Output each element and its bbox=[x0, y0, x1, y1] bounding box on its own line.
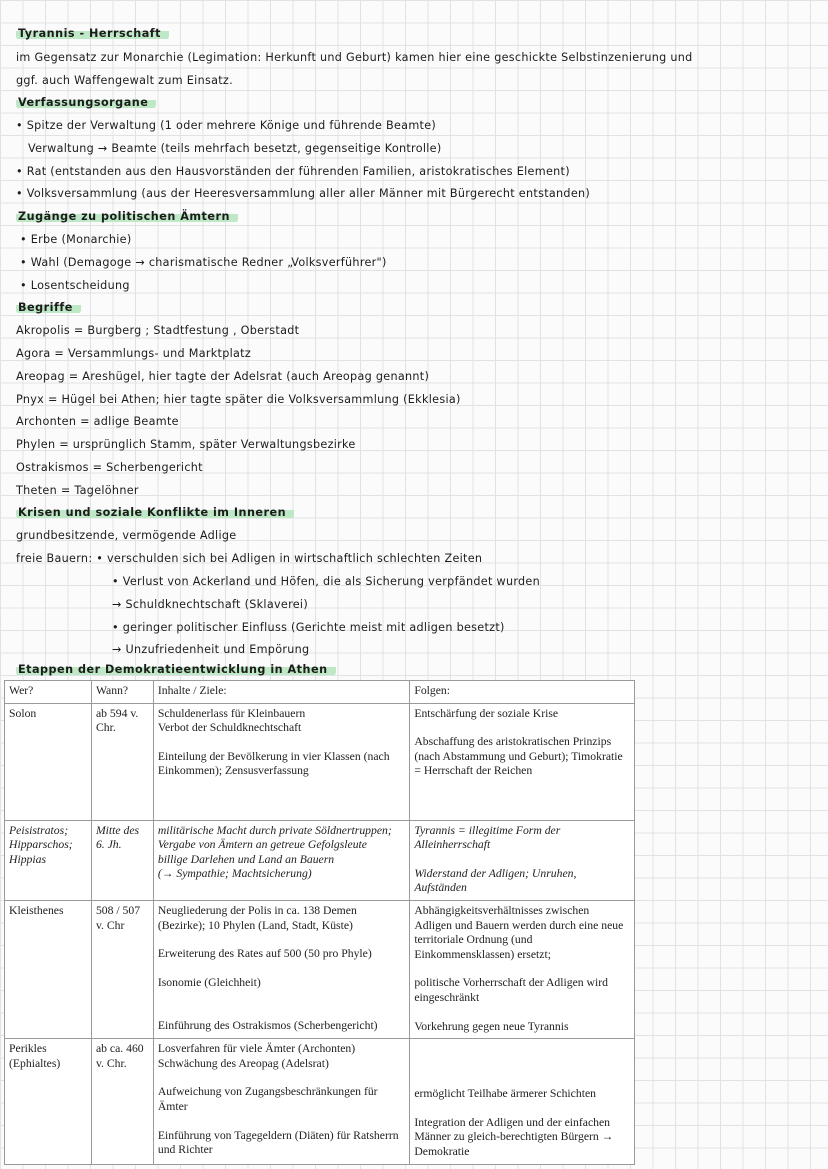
heading-stages: Etappen der Demokratieentwicklung in Athen bbox=[16, 663, 336, 676]
heading-terms: Begriffe bbox=[16, 301, 81, 314]
cell-content: militärische Macht durch private Söldnertruppen; Vergabe von Ämtern an getreue Gefolgsleute billige Darlehen und Land an Bauern (→ Sympathie; Machtsicherung) bbox=[153, 820, 409, 900]
organ-item-1: • Spitze der Verwaltung (1 oder mehrere Könige und führende Beamte) bbox=[16, 119, 437, 132]
crisis-item: → Schuldknechtschaft (Sklaverei) bbox=[112, 598, 308, 611]
cell-who: Peisistratos; Hipparschos; Hippias bbox=[5, 820, 92, 900]
organ-item-1b: Verwaltung → Beamte (teils mehrfach besetzt, gegenseitige Kontrolle) bbox=[28, 142, 442, 155]
crisis-item: grundbesitzende, vermögende Adlige bbox=[16, 529, 237, 542]
heading-crises: Krisen und soziale Konflikte im Inneren bbox=[16, 506, 294, 519]
cell-content: Losverfahren für viele Ämter (Archonten) Schwächung des Areopag (Adelsrat) Aufweichung von Zugangsbeschränkungen für Ämter Einführung von Tagegeldern (Diäten) für Ratsherrn und Richter bbox=[153, 1039, 409, 1164]
crisis-item: → Unzufriedenheit und Empörung bbox=[112, 643, 310, 656]
cell-who: Kleisthenes bbox=[5, 900, 92, 1038]
democracy-stages-table bbox=[4, 680, 635, 1165]
term-item: Agora = Versammlungs- und Marktplatz bbox=[16, 347, 252, 360]
cell-results: ermöglicht Teilhabe ärmerer Schichten Integration der Adligen und der einfachen Männer zu gleich-berechtigten Bürgern → Demokratie bbox=[410, 1039, 635, 1164]
header-content: Inhalte / Ziele: bbox=[153, 681, 409, 704]
header-when: Wann? bbox=[91, 681, 153, 704]
term-item: Theten = Tagelöhner bbox=[16, 484, 139, 497]
crisis-item: • Verlust von Ackerland und Höfen, die als Sicherung verpfändet wurden bbox=[112, 575, 541, 588]
term-item: Pnyx = Hügel bei Athen; hier tagte später die Volksversammlung (Ekklesia) bbox=[16, 393, 461, 406]
intro-line-2: ggf. auch Waffengewalt zum Einsatz. bbox=[16, 74, 233, 87]
crisis-item: • geringer politischer Einfluss (Gerichte meist mit adligen besetzt) bbox=[112, 621, 505, 634]
intro-line-1: im Gegensatz zur Monarchie (Legimation: Herkunft und Geburt) kamen hier eine geschickte Selbstinzenierung und bbox=[16, 51, 693, 64]
heading-access: Zugänge zu politischen Ämtern bbox=[16, 210, 238, 223]
table-row-kleisthenes bbox=[5, 900, 635, 1038]
notes-title: Tyrannis - Herrschaft bbox=[16, 27, 169, 40]
cell-content: Neugliederung der Polis in ca. 138 Demen (Bezirke); 10 Phylen (Land, Stadt, Küste) Erweiterung des Rates auf 500 (50 pro Phyle) Isonomie (Gleichheit) Einführung des Ostrakismos (Scherbengericht) bbox=[153, 900, 409, 1038]
organ-item-3: • Volksversammlung (aus der Heeresversammlung aller aller Männer mit Bürgerecht entstanden) bbox=[16, 187, 591, 200]
header-results: Folgen: bbox=[410, 681, 635, 704]
cell-when: ab ca. 460 v. Chr. bbox=[91, 1039, 153, 1164]
table-row-perikles bbox=[5, 1039, 635, 1164]
organ-item-2: • Rat (entstanden aus den Hausvorständen der führenden Familien, aristokratisches Element) bbox=[16, 165, 570, 178]
access-item-3: • Losentscheidung bbox=[20, 279, 130, 292]
table-row-solon bbox=[5, 703, 635, 820]
access-item-2: • Wahl (Demagoge → charismatische Redner „Volksverführer") bbox=[20, 256, 387, 269]
cell-results: Abhängigkeitsverhältnisses zwischen Adligen und Bauern werden durch eine neue territoriale Ordnung (und Einkommensklassen) ersetzt; politische Vorherrschaft der Adligen wird eingeschränkt Vorkehrung gegen neue Tyrannis bbox=[410, 900, 635, 1038]
access-item-1: • Erbe (Monarchie) bbox=[20, 233, 132, 246]
cell-when: 508 / 507 v. Chr bbox=[91, 900, 153, 1038]
cell-when: Mitte des 6. Jh. bbox=[91, 820, 153, 900]
table-row-peisistratos bbox=[5, 820, 635, 900]
cell-results: Tyrannis = illegitime Form der Alleinherrschaft Widerstand der Adligen; Unruhen, Aufständen bbox=[410, 820, 635, 900]
cell-who: Solon bbox=[5, 703, 92, 820]
cell-when: ab 594 v. Chr. bbox=[91, 703, 153, 820]
header-who: Wer? bbox=[5, 681, 92, 704]
cell-who: Perikles (Ephialtes) bbox=[5, 1039, 92, 1164]
term-item: Ostrakismos = Scherbengericht bbox=[16, 461, 203, 474]
cell-content: Schuldenerlass für Kleinbauern Verbot der Schuldknechtschaft Einteilung der Bevölkerung in vier Klassen (nach Einkommen); Zensusverfassung bbox=[153, 703, 409, 820]
term-item: Phylen = ursprünglich Stamm, später Verwaltungsbezirke bbox=[16, 438, 356, 451]
term-item: Akropolis = Burgberg ; Stadtfestung , Oberstadt bbox=[16, 324, 300, 337]
cell-results: Entschärfung der soziale Krise Abschaffung des aristokratischen Prinzips (nach Abstammung und Geburt); Timokratie = Herrschaft der Reichen bbox=[410, 703, 635, 820]
heading-organs: Verfassungsorgane bbox=[16, 96, 156, 109]
table-header-row bbox=[5, 681, 635, 704]
term-item: Areopag = Areshügel, hier tagte der Adelsrat (auch Areopag genannt) bbox=[16, 370, 430, 383]
term-item: Archonten = adlige Beamte bbox=[16, 415, 179, 428]
crisis-item: freie Bauern: • verschulden sich bei Adligen in wirtschaftlich schlechten Zeiten bbox=[16, 552, 483, 565]
